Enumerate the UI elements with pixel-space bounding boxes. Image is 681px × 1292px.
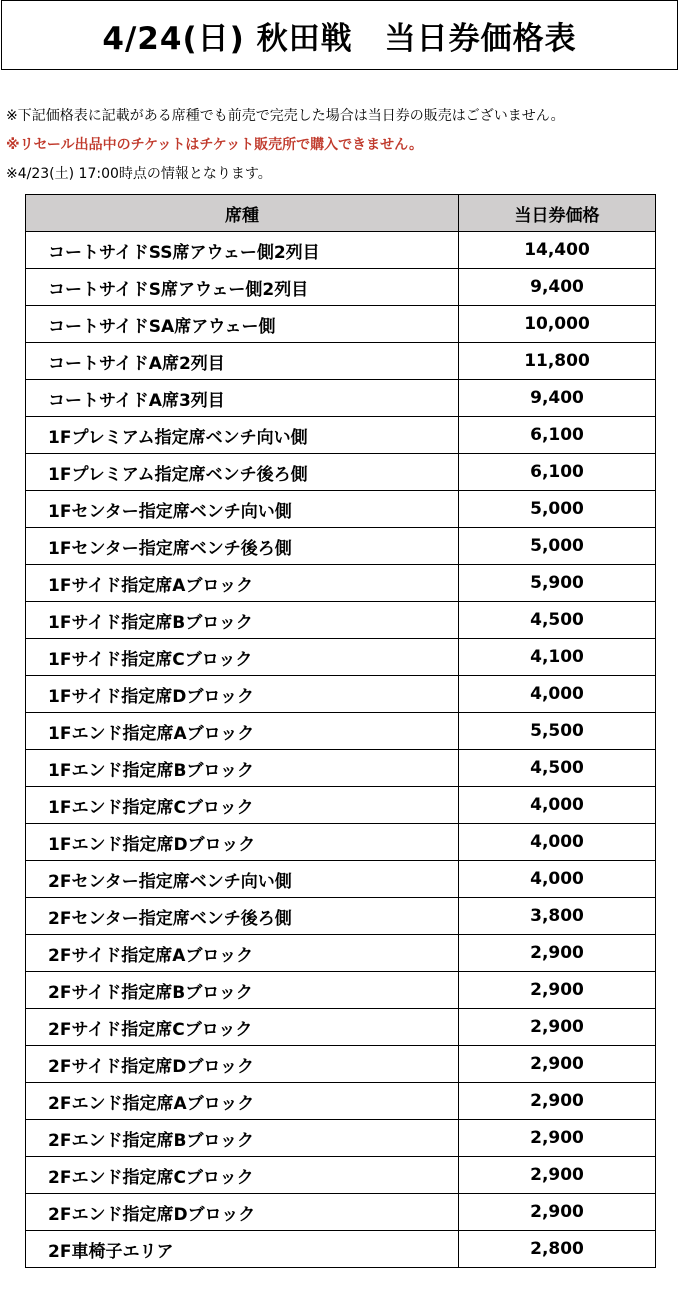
price-cell: 2,900 bbox=[459, 1194, 656, 1231]
price-cell: 5,500 bbox=[459, 713, 656, 750]
table-row bbox=[26, 528, 656, 565]
table-row bbox=[26, 1157, 656, 1194]
table-row bbox=[26, 713, 656, 750]
table-row bbox=[26, 306, 656, 343]
notes-section bbox=[6, 102, 678, 189]
price-table bbox=[25, 194, 656, 1268]
table-row bbox=[26, 232, 656, 269]
seat-type-cell: 2Fエンド指定席Cブロック bbox=[26, 1157, 459, 1194]
seat-type-cell: 1Fエンド指定席Dブロック bbox=[26, 824, 459, 861]
seat-type-cell: コートサイドA席2列目 bbox=[26, 343, 459, 380]
seat-type-cell: 1Fセンター指定席ベンチ後ろ側 bbox=[26, 528, 459, 565]
page-title: 4/24(日) 秋田戦 当日券価格表 bbox=[102, 20, 577, 57]
seat-type-cell: 1Fサイド指定席Bブロック bbox=[26, 602, 459, 639]
seat-type-cell: 1Fエンド指定席Cブロック bbox=[26, 787, 459, 824]
table-row bbox=[26, 1231, 656, 1268]
table-row bbox=[26, 898, 656, 935]
price-cell: 4,000 bbox=[459, 787, 656, 824]
seat-type-cell: 1Fサイド指定席Cブロック bbox=[26, 639, 459, 676]
price-cell: 6,100 bbox=[459, 454, 656, 491]
price-cell: 4,500 bbox=[459, 750, 656, 787]
table-row bbox=[26, 1083, 656, 1120]
price-cell: 14,400 bbox=[459, 232, 656, 269]
price-table-body bbox=[26, 232, 656, 1268]
table-row bbox=[26, 824, 656, 861]
price-cell: 2,900 bbox=[459, 1009, 656, 1046]
seat-type-cell: 2Fサイド指定席Bブロック bbox=[26, 972, 459, 1009]
page-title-box bbox=[1, 0, 678, 70]
price-cell: 4,000 bbox=[459, 824, 656, 861]
table-row bbox=[26, 491, 656, 528]
table-row bbox=[26, 380, 656, 417]
seat-type-cell: 2Fセンター指定席ベンチ向い側 bbox=[26, 861, 459, 898]
seat-type-cell: 2Fエンド指定席Bブロック bbox=[26, 1120, 459, 1157]
price-cell: 6,100 bbox=[459, 417, 656, 454]
seat-type-cell: 2Fサイド指定席Dブロック bbox=[26, 1046, 459, 1083]
seat-type-cell: 1Fサイド指定席Dブロック bbox=[26, 676, 459, 713]
note-info-timestamp: ※4/23(土) 17:00時点の情報となります。 bbox=[6, 166, 272, 182]
seat-type-cell: 1Fエンド指定席Aブロック bbox=[26, 713, 459, 750]
seat-type-cell: 1Fプレミアム指定席ベンチ後ろ側 bbox=[26, 454, 459, 491]
table-row bbox=[26, 787, 656, 824]
price-cell: 9,400 bbox=[459, 269, 656, 306]
price-cell: 11,800 bbox=[459, 343, 656, 380]
table-header-row bbox=[26, 195, 656, 232]
seat-type-cell: コートサイドS席アウェー側2列目 bbox=[26, 269, 459, 306]
seat-type-cell: 1Fセンター指定席ベンチ向い側 bbox=[26, 491, 459, 528]
price-cell: 2,900 bbox=[459, 1157, 656, 1194]
seat-type-cell: 2Fエンド指定席Aブロック bbox=[26, 1083, 459, 1120]
price-cell: 2,900 bbox=[459, 935, 656, 972]
table-row bbox=[26, 454, 656, 491]
seat-type-cell: コートサイドSS席アウェー側2列目 bbox=[26, 232, 459, 269]
table-row bbox=[26, 565, 656, 602]
price-cell: 4,000 bbox=[459, 861, 656, 898]
header-seat-type: 席種 bbox=[26, 195, 459, 232]
header-price: 当日券価格 bbox=[459, 195, 656, 232]
seat-type-cell: 1Fエンド指定席Bブロック bbox=[26, 750, 459, 787]
seat-type-cell: コートサイドSA席アウェー側 bbox=[26, 306, 459, 343]
seat-type-cell: 2Fサイド指定席Aブロック bbox=[26, 935, 459, 972]
seat-type-cell: 2Fサイド指定席Cブロック bbox=[26, 1009, 459, 1046]
seat-type-cell: 2Fエンド指定席Dブロック bbox=[26, 1194, 459, 1231]
price-cell: 4,000 bbox=[459, 676, 656, 713]
table-row bbox=[26, 972, 656, 1009]
price-cell: 2,900 bbox=[459, 972, 656, 1009]
table-row bbox=[26, 1009, 656, 1046]
price-cell: 10,000 bbox=[459, 306, 656, 343]
table-row bbox=[26, 750, 656, 787]
price-cell: 2,900 bbox=[459, 1083, 656, 1120]
table-row bbox=[26, 1120, 656, 1157]
seat-type-cell: 1Fサイド指定席Aブロック bbox=[26, 565, 459, 602]
table-row bbox=[26, 676, 656, 713]
seat-type-cell: 1Fプレミアム指定席ベンチ向い側 bbox=[26, 417, 459, 454]
note-resale-warning: ※リセール出品中のチケットはチケット販売所で購入できません。 bbox=[6, 137, 423, 153]
price-cell: 2,900 bbox=[459, 1120, 656, 1157]
price-cell: 2,900 bbox=[459, 1046, 656, 1083]
price-cell: 5,000 bbox=[459, 491, 656, 528]
price-cell: 4,100 bbox=[459, 639, 656, 676]
price-cell: 5,000 bbox=[459, 528, 656, 565]
table-row bbox=[26, 269, 656, 306]
table-row bbox=[26, 343, 656, 380]
table-row bbox=[26, 861, 656, 898]
table-row bbox=[26, 602, 656, 639]
table-row bbox=[26, 935, 656, 972]
table-row bbox=[26, 1194, 656, 1231]
table-row bbox=[26, 639, 656, 676]
note-sold-out: ※下記価格表に記載がある席種でも前売で完売した場合は当日券の販売はございません。 bbox=[6, 108, 565, 124]
table-row bbox=[26, 417, 656, 454]
table-row bbox=[26, 1046, 656, 1083]
seat-type-cell: 2F車椅子エリア bbox=[26, 1231, 459, 1268]
seat-type-cell: 2Fセンター指定席ベンチ後ろ側 bbox=[26, 898, 459, 935]
price-cell: 3,800 bbox=[459, 898, 656, 935]
price-cell: 5,900 bbox=[459, 565, 656, 602]
price-cell: 9,400 bbox=[459, 380, 656, 417]
price-cell: 2,800 bbox=[459, 1231, 656, 1268]
price-cell: 4,500 bbox=[459, 602, 656, 639]
seat-type-cell: コートサイドA席3列目 bbox=[26, 380, 459, 417]
